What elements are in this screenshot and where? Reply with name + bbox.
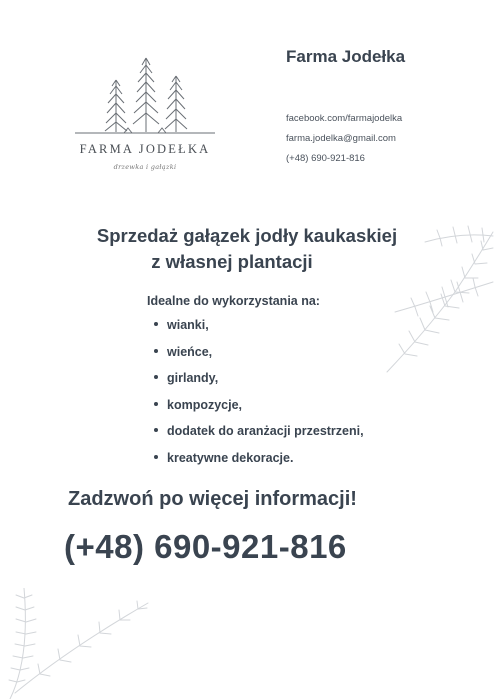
uses-intro: Idealne do wykorzystania na: (147, 294, 320, 308)
bullet-icon (154, 402, 158, 406)
logo-name: FARMA JODEŁKA (79, 142, 211, 156)
list-item: dodatek do aranżacji przestrzeni, (154, 424, 364, 451)
fir-branch-icon (0, 588, 150, 699)
brand-name: Farma Jodełka (286, 47, 406, 66)
logo-tagline: drzewka i gałązki (113, 163, 177, 171)
uses-list (154, 318, 364, 477)
phone-number-large[interactable]: (+48) 690-921-816 (64, 528, 347, 565)
facebook-link[interactable]: facebook.com/farmajodelka (286, 113, 403, 124)
bullet-icon (154, 322, 158, 326)
list-item: wianki, (154, 318, 364, 345)
list-item: kompozycje, (154, 398, 364, 425)
call-to-action: Zadzwoń po więcej informacji! (68, 488, 357, 510)
farm-logo (72, 52, 218, 182)
bullet-icon (154, 349, 158, 353)
headline-line-2: z własnej plantacji (151, 251, 313, 272)
bullet-icon (154, 375, 158, 379)
list-item: girlandy, (154, 371, 364, 398)
list-item: wieńce, (154, 345, 364, 372)
phone-contact[interactable]: (+48) 690-921-816 (286, 153, 365, 164)
headline-line-1: Sprzedaż gałązek jodły kaukaskiej (96, 225, 398, 246)
bullet-icon (154, 455, 158, 459)
fir-trees-icon (72, 52, 218, 142)
email-link[interactable]: farma.jodelka@gmail.com (286, 133, 396, 144)
list-item: kreatywne dekoracje. (154, 451, 364, 478)
bullet-icon (154, 428, 158, 432)
